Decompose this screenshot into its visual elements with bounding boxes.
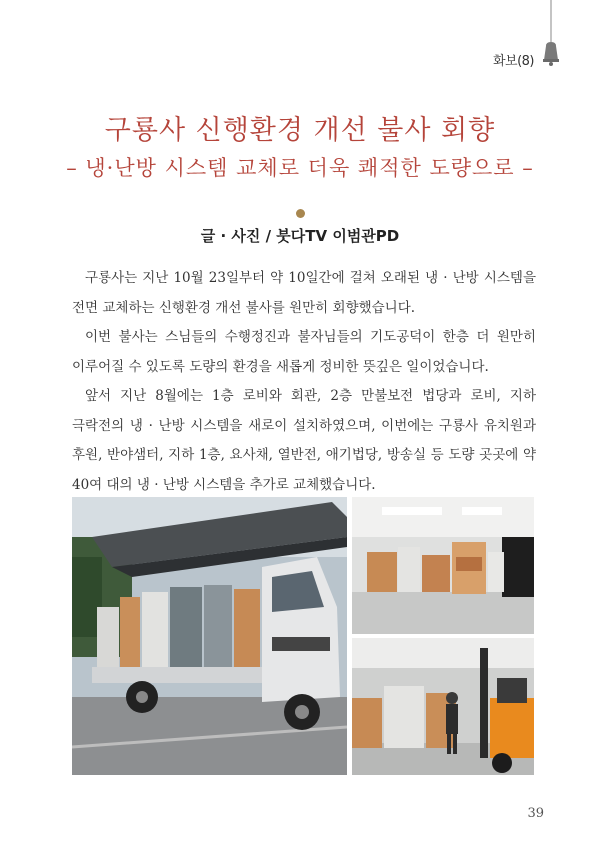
paragraph-2: 이번 불사는 스님들의 수행정진과 불자님들의 기도공덕이 한층 더 원만히 이루어질 수 있도록 도량의 환경을 새롭게 정비한 뜻깊은 일이었습니다.	[72, 329, 536, 375]
accent-dot	[296, 209, 305, 218]
article-title: 구룡사 신행환경 개선 불사 회향	[104, 115, 496, 146]
paragraph-3: 앞서 지난 8월에는 1층 로비와 회관, 2층 만불보전 법당과 로비, 지하 극락전의 냉 · 난방 시스템을 새로이 설치하였으며, 이번에는 구룡사 유치원과 후원, 반야샘터, 지하 1층, 요사채, 열반전, 애기법당, 방송실 등 도량 곳곳에 약 40여 대의 냉 · 난방 시스템을 추가로 교체했습니다.	[72, 388, 536, 493]
section-tag: 화보(8)	[492, 54, 534, 69]
paragraph-1: 구룡사는 지난 10월 23일부터 약 10일간에 걸쳐 오래된 냉 · 난방 시스템을 전면 교체하는 신행환경 개선 불사를 원만히 회향했습니다.	[72, 270, 536, 316]
byline: 글 · 사진 / 붓다TV 이범관PD	[200, 227, 400, 245]
forklift-unloading-photo	[352, 638, 534, 775]
boxed-units-lobby-photo	[352, 497, 534, 634]
delivery-truck-photo	[72, 497, 347, 775]
article-body	[72, 264, 536, 500]
temple-bell-icon	[540, 0, 562, 72]
article-subtitle: – 냉·난방 시스템 교체로 더욱 쾌적한 도량으로 –	[66, 156, 534, 180]
page-number: 39	[527, 806, 544, 821]
